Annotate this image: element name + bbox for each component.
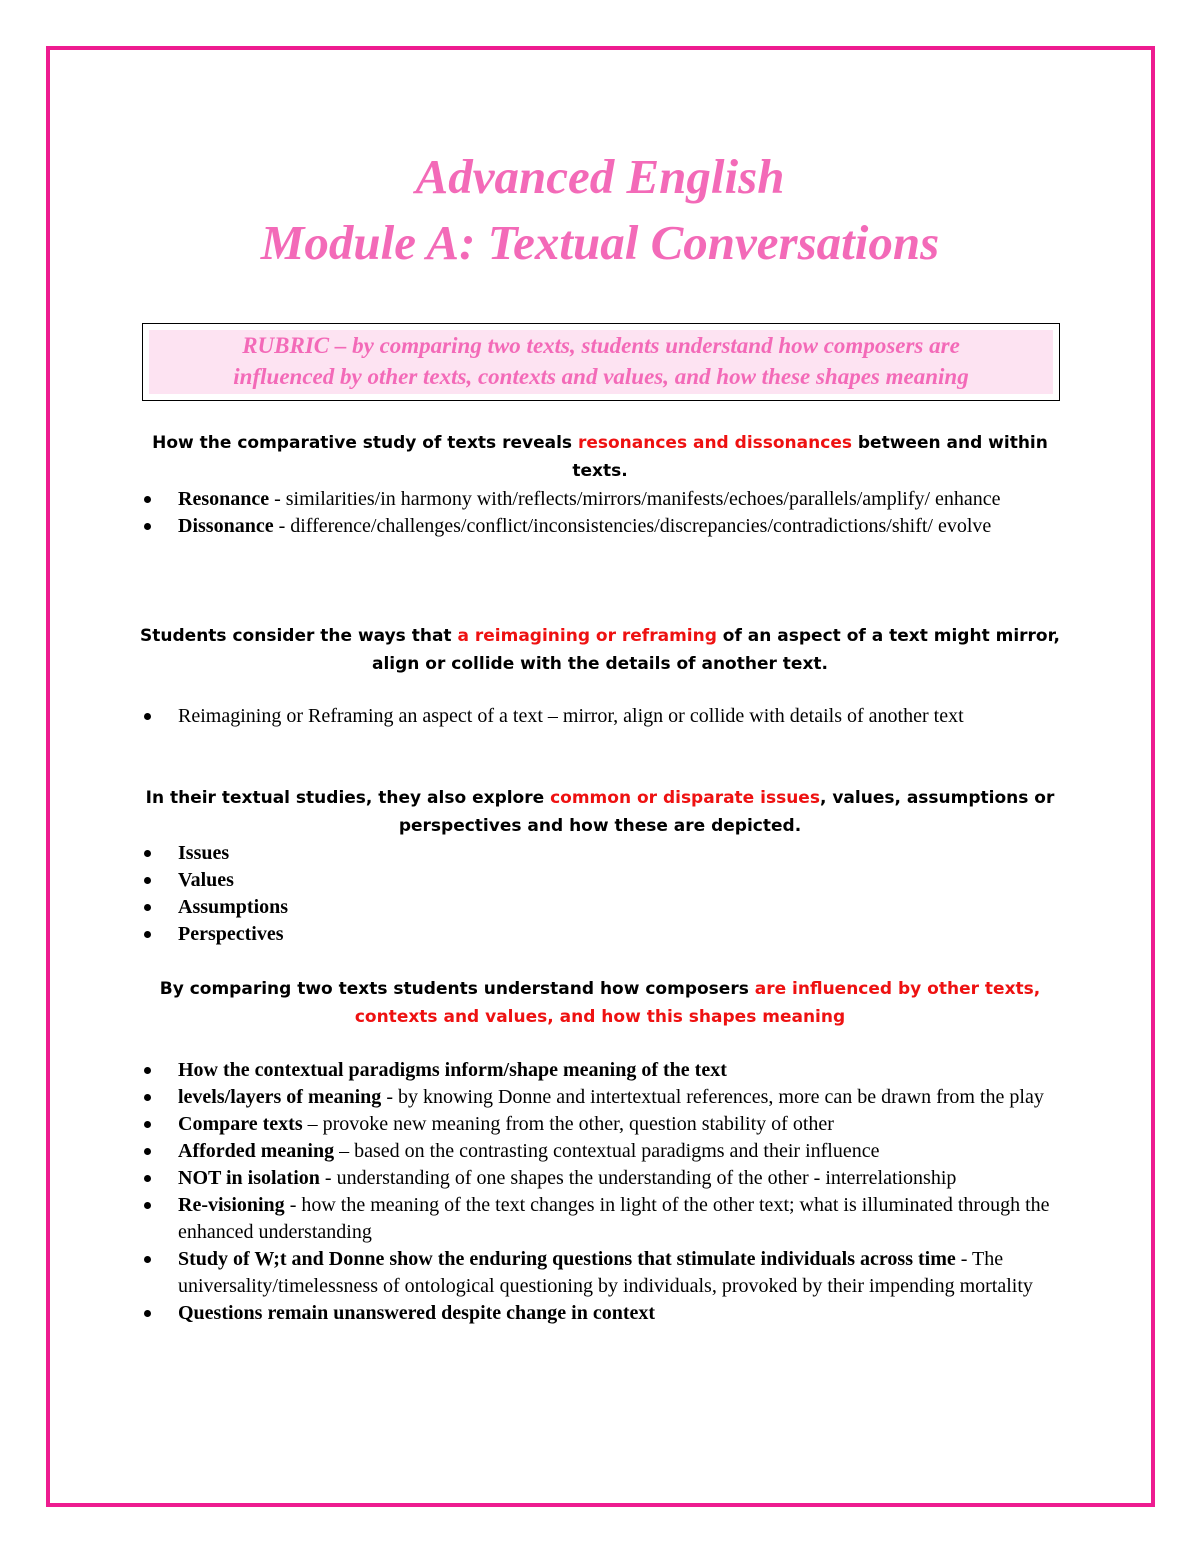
section-4-list (140, 1057, 1080, 1327)
highlight: are influenced by other texts, contexts and values, and how this shapes meaning (354, 979, 1041, 1027)
list-item: Values (140, 867, 1080, 894)
rubric-line-1: RUBRIC – by comparing two texts, students understand how composers are (242, 333, 960, 358)
section-3-list (140, 840, 1080, 948)
document-subtitle: Module A: Textual Conversations (260, 215, 940, 270)
list-item: Resonance - similarities/in harmony with/reflects/mirrors/manifests/echoes/parallels/amplify/ enhance (140, 486, 1080, 513)
list-item: Study of W;t and Donne show the enduring questions that stimulate individuals across time - The universality/timelessness of ontological questioning by individuals, provoked by their impending mortality (140, 1246, 1080, 1300)
list-item: Compare texts – provoke new meaning from the other, question stability of other (140, 1111, 1080, 1138)
section-3-heading: In their textual studies, they also explore common or disparate issues, values, assumptions or perspectives and how these are depicted. (145, 788, 1055, 836)
list-item: How the contextual paradigms inform/shape meaning of the text (140, 1057, 1080, 1084)
section-1-heading: How the comparative study of texts reveals resonances and dissonances between and within texts. (152, 433, 1048, 481)
highlight: resonances and dissonances (577, 433, 852, 453)
section-1-list (140, 486, 1080, 540)
list-item: Assumptions (140, 894, 1080, 921)
rubric-box (142, 323, 1060, 401)
rubric-text (149, 330, 1053, 394)
list-item: Questions remain unanswered despite change in context (140, 1300, 1080, 1327)
highlight: common or disparate issues (550, 788, 820, 808)
rubric-line-2: influenced by other texts, contexts and values, and how these shapes meaning (233, 364, 969, 389)
document-title: Advanced English (415, 149, 785, 204)
section-2-heading: Students consider the ways that a reimagining or reframing of an aspect of a text might mirror, align or collide with the details of another text. (140, 626, 1060, 674)
list-item: Dissonance - difference/challenges/conflict/inconsistencies/discrepancies/contradictions/shift/ evolve (140, 513, 1080, 540)
list-item: Perspectives (140, 921, 1080, 948)
list-item: levels/layers of meaning - by knowing Donne and intertextual references, more can be drawn from the play (140, 1084, 1080, 1111)
list-item: Afforded meaning – based on the contrasting contextual paradigms and their influence (140, 1138, 1080, 1165)
list-item: NOT in isolation - understanding of one shapes the understanding of the other - interrelationship (140, 1165, 1080, 1192)
highlight: a reimagining or reframing (457, 626, 717, 646)
list-item: Reimagining or Reframing an aspect of a text – mirror, align or collide with details of another text (140, 703, 1080, 730)
section-4-heading: By comparing two texts students understand how composers are influenced by other texts, contexts and values, and how this shapes meaning (159, 979, 1041, 1027)
section-2-list (140, 703, 1080, 730)
list-item: Issues (140, 840, 1080, 867)
list-item: Re-visioning - how the meaning of the text changes in light of the other text; what is illuminated through the enhanced understanding (140, 1192, 1080, 1246)
